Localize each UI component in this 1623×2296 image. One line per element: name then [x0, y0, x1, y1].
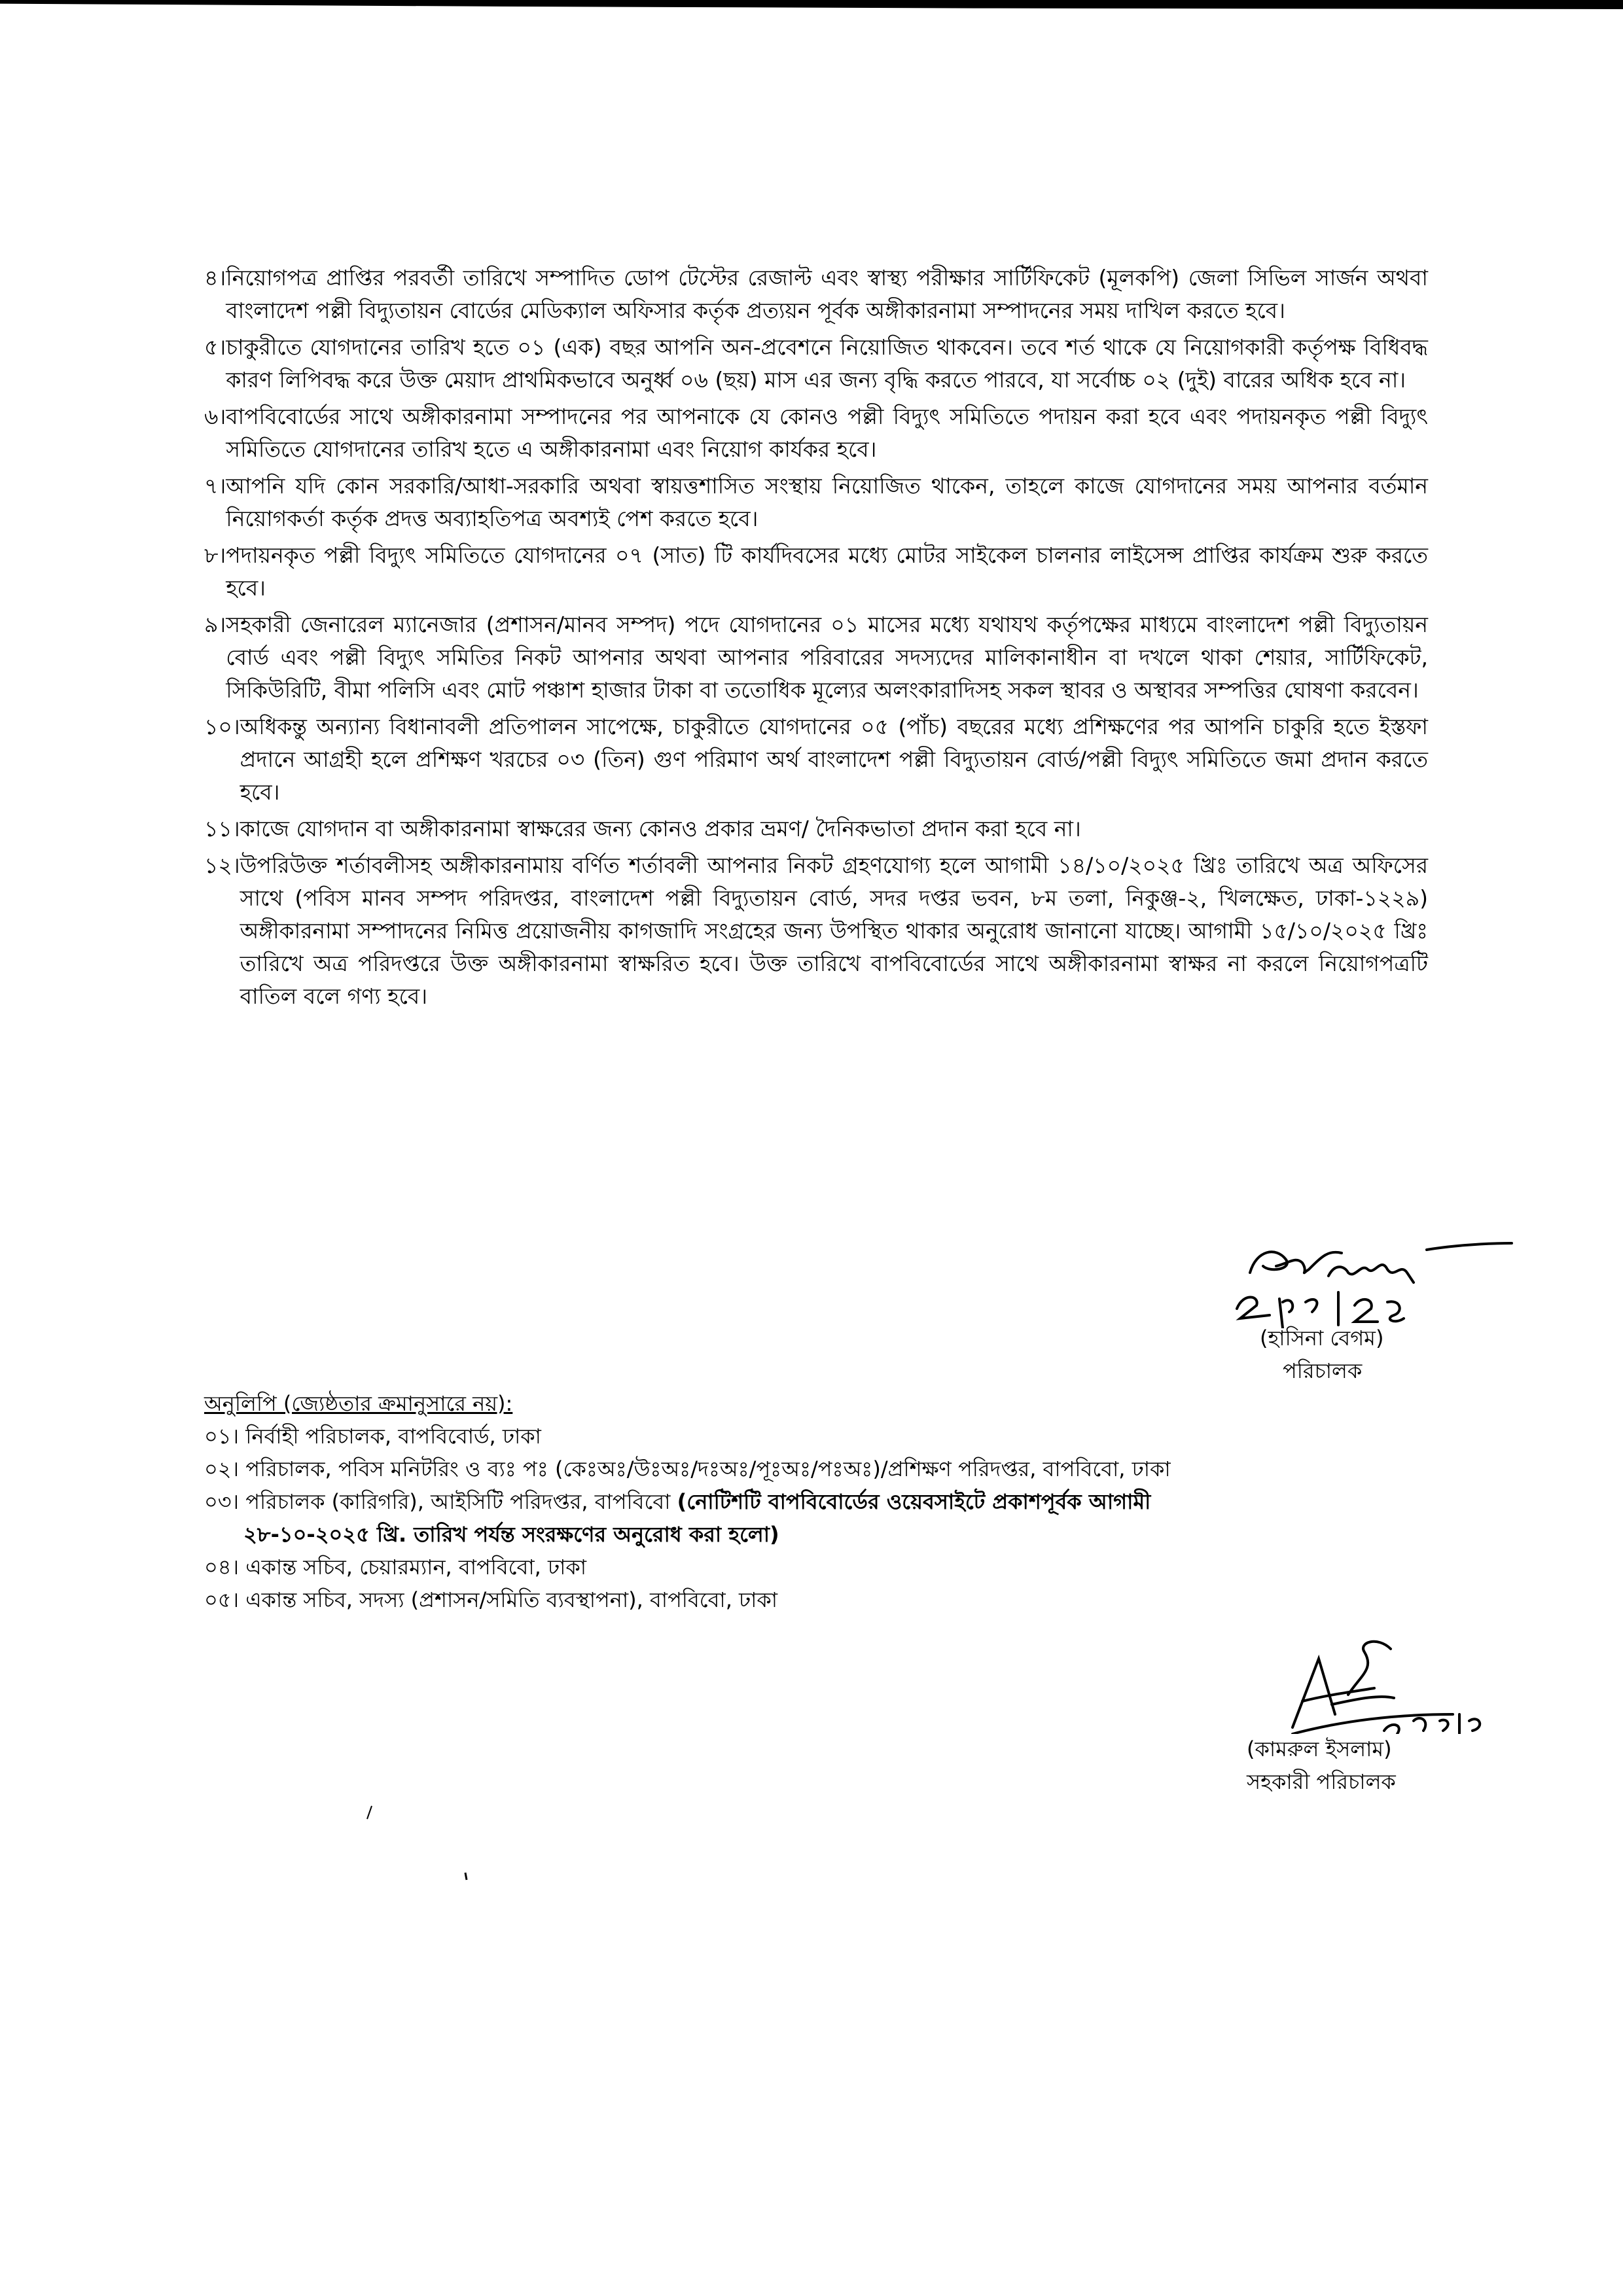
condition-text: বাপবিবোর্ডের সাথে অঙ্গীকারনামা সম্পাদনের পর আপনাকে যে কোনও পল্লী বিদ্যুৎ সমিতিতে পদায়ন করা হবে এবং পদায়নকৃত পল্লী বিদ্যুৎ সমিতিতে যোগদানের তারিখ হতে এ অঙ্গীকারনামা এবং নিয়োগ কার্যকর হবে। — [226, 404, 1428, 462]
condition-text: কাজে যোগদান বা অঙ্গীকারনামা স্বাক্ষরের জন্য কোনও প্রকার ভ্রমণ/ দৈনিকভাতা প্রদান করা হবে না। — [240, 816, 1081, 841]
copy-item-number: ০৫। — [204, 1587, 240, 1612]
copy-item-text: একান্ত সচিব, সদস্য (প্রশাসন/সমিতি ব্যবস্থাপনা), বাপবিবো, ঢাকা — [245, 1587, 778, 1612]
signature-hasina-begum — [1230, 1237, 1518, 1328]
scan-speck-icon — [365, 1805, 373, 1820]
signatory-1-designation: পরিচালক — [1283, 1358, 1363, 1383]
condition-text: উপরিউক্ত শর্তাবলীসহ অঙ্গীকারনামায় বর্ণিত শর্তাবলী আপনার নিকট গ্রহণযোগ্য হলে আগামী ১৪/১০/২০২৫ খ্রিঃ তারিখে অত্র অফিসের সাথে (পবিস মানব সম্পদ পরিদপ্তর, বাংলাদেশ পল্লী বিদ্যুতায়ন বোর্ড, সদর দপ্তর ভবন, ৮ম তলা, নিকুঞ্জ-২, খিলক্ষেত, ঢাকা-১২২৯) অঙ্গীকারনামা সম্পাদনের নিমিত্ত প্রয়োজনীয় কাগজাদি সংগ্রহের জন্য উপস্থিত থাকার অনুরোধ জানানো যাচ্ছে। আগামী ১৫/১০/২০২৫ খ্রিঃ তারিখে অত্র পরিদপ্তরে উক্ত অঙ্গীকারনামা স্বাক্ষরিত হবে। উক্ত তারিখে বাপবিবোর্ডের সাথে অঙ্গীকারনামা স্বাক্ষর না করলে নিয়োগপত্রটি বাতিল বলে গণ্য হবে। — [240, 853, 1428, 1009]
condition-number: ১১। — [204, 816, 240, 841]
copy-list-heading: অনুলিপি (জ্যেষ্ঠতার ক্রমানুসারে নয়): — [204, 1391, 513, 1416]
condition-text: আপনি যদি কোন সরকারি/আধা-সরকারি অথবা স্বায়ত্তশাসিত সংস্থায় নিয়োজিত থাকেন, তাহলে কাজে যোগদানের সময় আপনার বর্তমান নিয়োগকর্তা কর্তৃক প্রদত্ত অব্যাহতিপত্র অবশ্যই পেশ করতে হবে। — [226, 473, 1428, 531]
condition-item-11 — [204, 813, 1428, 845]
copy-item-text: একান্ত সচিব, চেয়ারম্যান, বাপবিবো, ঢাকা — [245, 1555, 587, 1580]
condition-item-7 — [204, 470, 1428, 535]
copy-item-number: ০৩। — [204, 1489, 240, 1514]
signatory-2-name: (কামরুল ইসলাম) — [1247, 1737, 1392, 1761]
conditions-list — [204, 262, 1428, 1017]
condition-text: সহকারী জেনারেল ম্যানেজার (প্রশাসন/মানব সম্পদ) পদে যোগদানের ০১ মাসের মধ্যে যথাযথ কর্তৃপক্ষের মাধ্যমে বাংলাদেশ পল্লী বিদ্যুতায়ন বোর্ড এবং পল্লী বিদ্যুৎ সমিতির নিকট আপনার অথবা আপনার পরিবারের সদস্যদের মালিকানাধীন বা দখলে থাকা শেয়ার, সার্টিফিকেট, সিকিউরিটি, বীমা পলিসি এবং মোট পঞ্চাশ হাজার টাকা বা ততোধিক মূল্যের অলংকারাদিসহ সকল স্থাবর ও অস্থাবর সম্পত্তির ঘোষণা করবেন। — [226, 612, 1428, 703]
condition-number: ৭। — [204, 473, 226, 499]
signature-kamrul-islam — [1263, 1623, 1486, 1734]
copy-item-number: ০১। — [204, 1424, 240, 1449]
copy-distribution-list — [204, 1387, 1382, 1616]
signatory-1-name: (হাসিনা বেগম) — [1260, 1326, 1384, 1351]
scan-top-edge — [0, 0, 1623, 9]
condition-number: ৯। — [204, 612, 226, 637]
condition-number: ৪। — [204, 265, 226, 291]
condition-item-9 — [204, 609, 1428, 707]
copy-item-2 — [204, 1453, 1382, 1485]
signatory-2-designation: সহকারী পরিচালক — [1247, 1769, 1396, 1794]
condition-number: ৬। — [204, 404, 226, 429]
copy-item-number: ০২। — [204, 1457, 240, 1481]
copy-item-3 — [204, 1485, 1382, 1551]
copy-item-text: পরিচালক (কারিগরি), আইসিটি পরিদপ্তর, বাপবিবো — [245, 1489, 671, 1514]
condition-text: নিয়োগপত্র প্রাপ্তির পরবর্তী তারিখে সম্পাদিত ডোপ টেস্টের রেজাল্ট এবং স্বাস্থ্য পরীক্ষার সার্টিফিকেট (মূলকপি) জেলা সিভিল সার্জন অথবা বাংলাদেশ পল্লী বিদ্যুতায়ন বোর্ডের মেডিক্যাল অফিসার কর্তৃক প্রত্যয়ন পূর্বক অঙ্গীকারনামা সম্পাদনের সময় দাখিল করতে হবে। — [226, 265, 1428, 323]
copy-item-4 — [204, 1551, 1382, 1583]
condition-item-4 — [204, 262, 1428, 327]
condition-item-12 — [204, 849, 1428, 1013]
condition-text: চাকুরীতে যোগদানের তারিখ হতে ০১ (এক) বছর আপনি অন-প্রবেশনে নিয়োজিত থাকবেন। তবে শর্ত থাকে যে নিয়োগকারী কর্তৃপক্ষ বিধিবদ্ধ কারণ লিপিবদ্ধ করে উক্ত মেয়াদ প্রাথমিকভাবে অনুর্ধ্ব ০৬ (ছয়) মাস এর জন্য বৃদ্ধি করতে পারবে, যা সর্বোচ্চ ০২ (দুই) বারের অধিক হবে না। — [226, 334, 1428, 393]
condition-number: ৫। — [204, 334, 226, 360]
handwritten-signature-icon — [1230, 1237, 1518, 1328]
condition-text: অধিকন্তু অন্যান্য বিধানাবলী প্রতিপালন সাপেক্ষে, চাকুরীতে যোগদানের ০৫ (পাঁচ) বছরের মধ্যে প্রশিক্ষণের পর আপনি চাকুরি হতে ইস্তফা প্রদানে আগ্রহী হলে প্রশিক্ষণ খরচের ০৩ (তিন) গুণ পরিমাণ অর্থ বাংলাদেশ পল্লী বিদ্যুতায়ন বোর্ড/পল্লী বিদ্যুৎ সমিতিতে জমা প্রদান করতে হবে। — [240, 714, 1428, 805]
copy-item-1 — [204, 1420, 1382, 1453]
copy-item-note: (নোটিশটি বাপবিবোর্ডের ওয়েবসাইটে প্রকাশপূর্বক আগামী — [677, 1489, 1151, 1514]
copy-item-5 — [204, 1583, 1382, 1616]
handwritten-signature-icon — [1263, 1623, 1486, 1734]
condition-number: ৮। — [204, 542, 226, 568]
copy-item-note-continued: ২৮-১০-২০২৫ খ্রি. তারিখ পর্যন্ত সংরক্ষণের অনুরোধ করা হলো) — [243, 1522, 779, 1547]
copy-item-text: পরিচালক, পবিস মনিটরিং ও ব্যঃ পঃ (কেঃঅঃ/উঃঅঃ/দঃঅঃ/পূঃঅঃ/পঃঅঃ)/প্রশিক্ষণ পরিদপ্তর, বাপবিবো, ঢাকা — [245, 1457, 1171, 1481]
scan-mark — [365, 1805, 373, 1823]
copy-item-number: ০৪। — [204, 1555, 240, 1580]
condition-item-6 — [204, 400, 1428, 466]
scan-mark — [463, 1871, 469, 1884]
copy-item-text: নির্বাহী পরিচালক, বাপবিবোর্ড, ঢাকা — [245, 1424, 541, 1449]
condition-item-5 — [204, 331, 1428, 397]
condition-item-8 — [204, 539, 1428, 605]
condition-number: ১২। — [204, 853, 240, 878]
condition-number: ১০। — [204, 714, 240, 739]
condition-item-10 — [204, 711, 1428, 809]
scan-speck-icon — [463, 1872, 469, 1881]
condition-text: পদায়নকৃত পল্লী বিদ্যুৎ সমিতিতে যোগদানের ০৭ (সাত) টি কার্যদিবসের মধ্যে মোটর সাইকেল চালনার লাইসেন্স প্রাপ্তির কার্যক্রম শুরু করতে হবে। — [226, 542, 1428, 601]
